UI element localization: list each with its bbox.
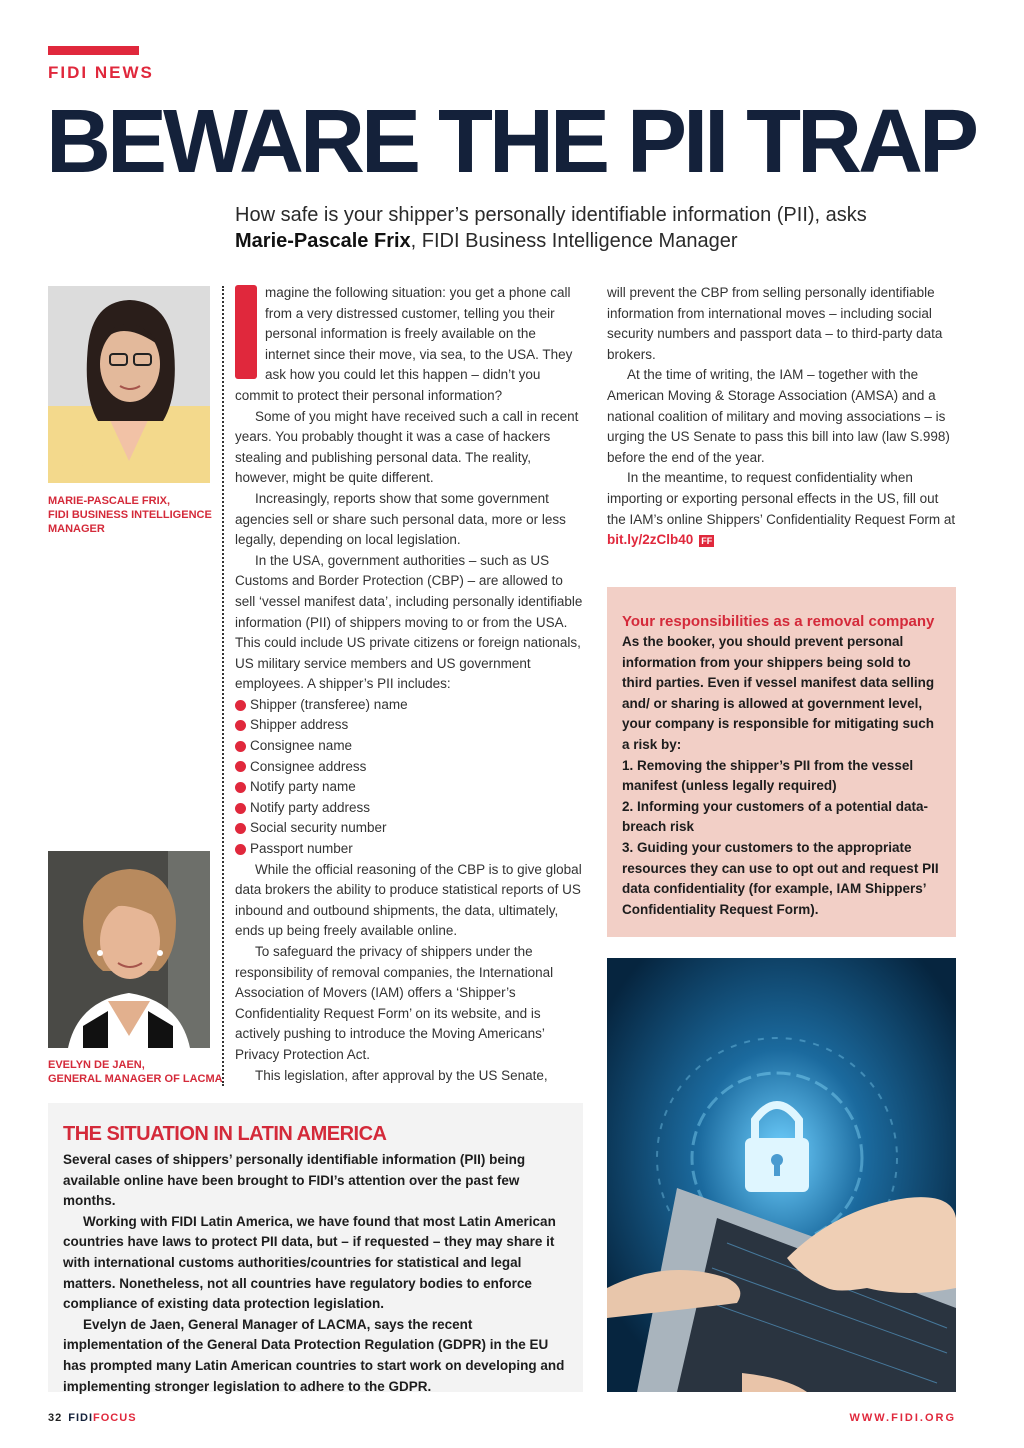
list-item: Shipper (transferee) name [235,695,583,716]
portrait-jaen-image [48,851,210,1048]
list-item: Social security number [235,818,583,839]
article-paragraph-8: will prevent the CBP from selling personally identifiable information from international moves – including social security numbers and passport data – to third-party data brokers. [607,285,943,362]
article-paragraph-4: In the USA, government authorities – such as US Customs and Border Protection (CBP) – are allowed to sell ‘vessel manifest data’, including personally identifiable information (PII) of shippers moving to or from the USA. This could include US private citizens or foreign nationals, US military service members and US government employees. A shipper’s PII includes: [235,552,583,692]
section-label: FIDI NEWS [48,63,154,82]
caption-frix [48,494,212,536]
article-paragraph-9: At the time of writing, the IAM – together with the American Moving & Storage Association (AMSA) and a national coalition of military and moving associations – is urging the US Senate to pass this bill into law (law S.998) before the end of the year. [607,367,950,465]
footer-page-brand [48,1412,137,1424]
article-paragraph-1: magine the following situation: you get a phone call from a very distressed customer, telling you their personal information is freely available on the internet since their move, via sea, to the USA. They ask how you could let this happen – didn’t you commit to protect their personal information? [235,285,573,403]
list-item: Consignee address [235,757,583,778]
latin-america-paragraph-1: Several cases of shippers’ personally identifiable information (PII) being available online have been brought to FIDI’s attention over the past few months. [63,1152,526,1209]
caption-jaen [48,1058,223,1086]
latin-america-box [48,1103,583,1392]
article-paragraph-2: Some of you might have received such a call in recent years. You probably thought it was a case of hackers stealing and publishing personal data. The reality, however, might be quite different. [235,408,579,486]
portrait-frix-image [48,286,210,483]
article-paragraph-5: While the official reasoning of the CBP is to give global data brokers the ability to produce statistical reports of US inbound and outbound shipments, the data, ultimately, ends up being freely available online. [235,861,582,939]
bullet-dot-icon [235,844,246,855]
cyber-security-image [607,958,956,1392]
caption-frix-line3: MANAGER [48,523,105,535]
bullet-dot-icon [235,741,246,752]
caption-jaen-line2: GENERAL MANAGER OF LACMA [48,1073,223,1085]
standfirst-role: , FIDI Business Intelligence Manager [410,230,738,252]
drop-cap [235,285,257,379]
list-item: Notify party name [235,777,583,798]
brand-focus: FOCUS [93,1412,137,1424]
article-paragraph-6: To safeguard the privacy of shippers under the responsibility of removal companies, the International Association of Movers (IAM) offers a ‘Shipper’s Confidentiality Request Form’ on its website, and is actively pushing to introduce the Moving Americans’ Privacy Protection Act. [235,944,554,1062]
standfirst-line1: How safe is your shipper’s personally identifiable information (PII), asks [235,204,867,226]
page-number: 32 [48,1412,63,1424]
bullet-dot-icon [235,700,246,711]
caption-frix-line2: FIDI BUSINESS INTELLIGENCE [48,509,212,521]
column-divider [222,286,224,1086]
form-link[interactable]: bit.ly/2zClb40 [607,532,694,548]
portrait-marie-pascale-frix [48,286,210,483]
responsibilities-box [607,587,956,937]
article-column-1 [235,283,583,1086]
page-title: BEWARE THE PII TRAP [46,92,976,192]
portrait-evelyn-de-jaen [48,851,210,1048]
latin-america-title: THE SITUATION IN LATIN AMERICA [63,1123,387,1145]
bullet-dot-icon [235,761,246,772]
footer-url[interactable]: WWW.FIDI.ORG [849,1412,956,1424]
article-column-2 [607,283,956,551]
list-item: Consignee name [235,736,583,757]
article-paragraph-7: This legislation, after approval by the US Senate, [255,1067,548,1083]
standfirst [235,202,995,254]
article-paragraph-10: In the meantime, to request confidentiality when importing or exporting personal effects in the US, fill out the IAM’s online Shippers’ Confidentiality Request Form at [607,470,956,527]
responsibilities-title: Your responsibilities as a removal company [622,613,935,630]
list-item: Shipper address [235,715,583,736]
caption-frix-line1: MARIE-PASCALE FRIX, [48,495,171,507]
article-paragraph-3: Increasingly, reports show that some government agencies sell or share such personal data, more or less legally, depending on local legislation. [235,490,566,548]
bullet-dot-icon [235,720,246,731]
bullet-dot-icon [235,782,246,793]
responsibilities-item-2: 2. Informing your customers of a potential data-breach risk [622,798,929,835]
list-item: Passport number [235,839,583,860]
latin-america-paragraph-2: Working with FIDI Latin America, we have found that most Latin American countries have laws to protect PII data, but – if requested – they may share it with international customs authorities/countries for statistical and legal matters. Nonetheless, not all countries have regulatory bodies to enforce compliance of existing data protection legislation. [63,1213,556,1312]
responsibilities-intro: As the booker, you should prevent personal information from your shippers being sold to third parties. Even if vessel manifest data selling and/ or sharing is allowed at government level, your company is responsible for mitigating such a risk by: [622,634,935,752]
latin-america-paragraph-3: Evelyn de Jaen, General Manager of LACMA, says the recent implementation of the General Data Protection Regulation (GDPR) in the EU has prompted many Latin American countries to start work on developing and implementing stronger legislation to adhere to the GDPR. [63,1316,565,1394]
brand-fidi: FIDI [68,1412,94,1424]
padlock-laptop-illustration [607,958,956,1392]
responsibilities-item-1: 1. Removing the shipper’s PII from the vessel manifest (unless legally required) [622,757,914,794]
pii-bullet-list [235,695,583,860]
standfirst-author: Marie-Pascale Frix [235,230,411,252]
list-item: Notify party address [235,798,583,819]
end-mark-icon: FF [701,535,713,546]
section-accent-bar [48,46,139,55]
bullet-dot-icon [235,823,246,834]
responsibilities-item-3: 3. Guiding your customers to the appropriate resources they can use to opt out and request PII data confidentiality (for example, IAM Shippers’ Confidentiality Request Form). [622,839,939,917]
caption-jaen-line1: EVELYN DE JAEN, [48,1059,145,1071]
bullet-dot-icon [235,803,246,814]
